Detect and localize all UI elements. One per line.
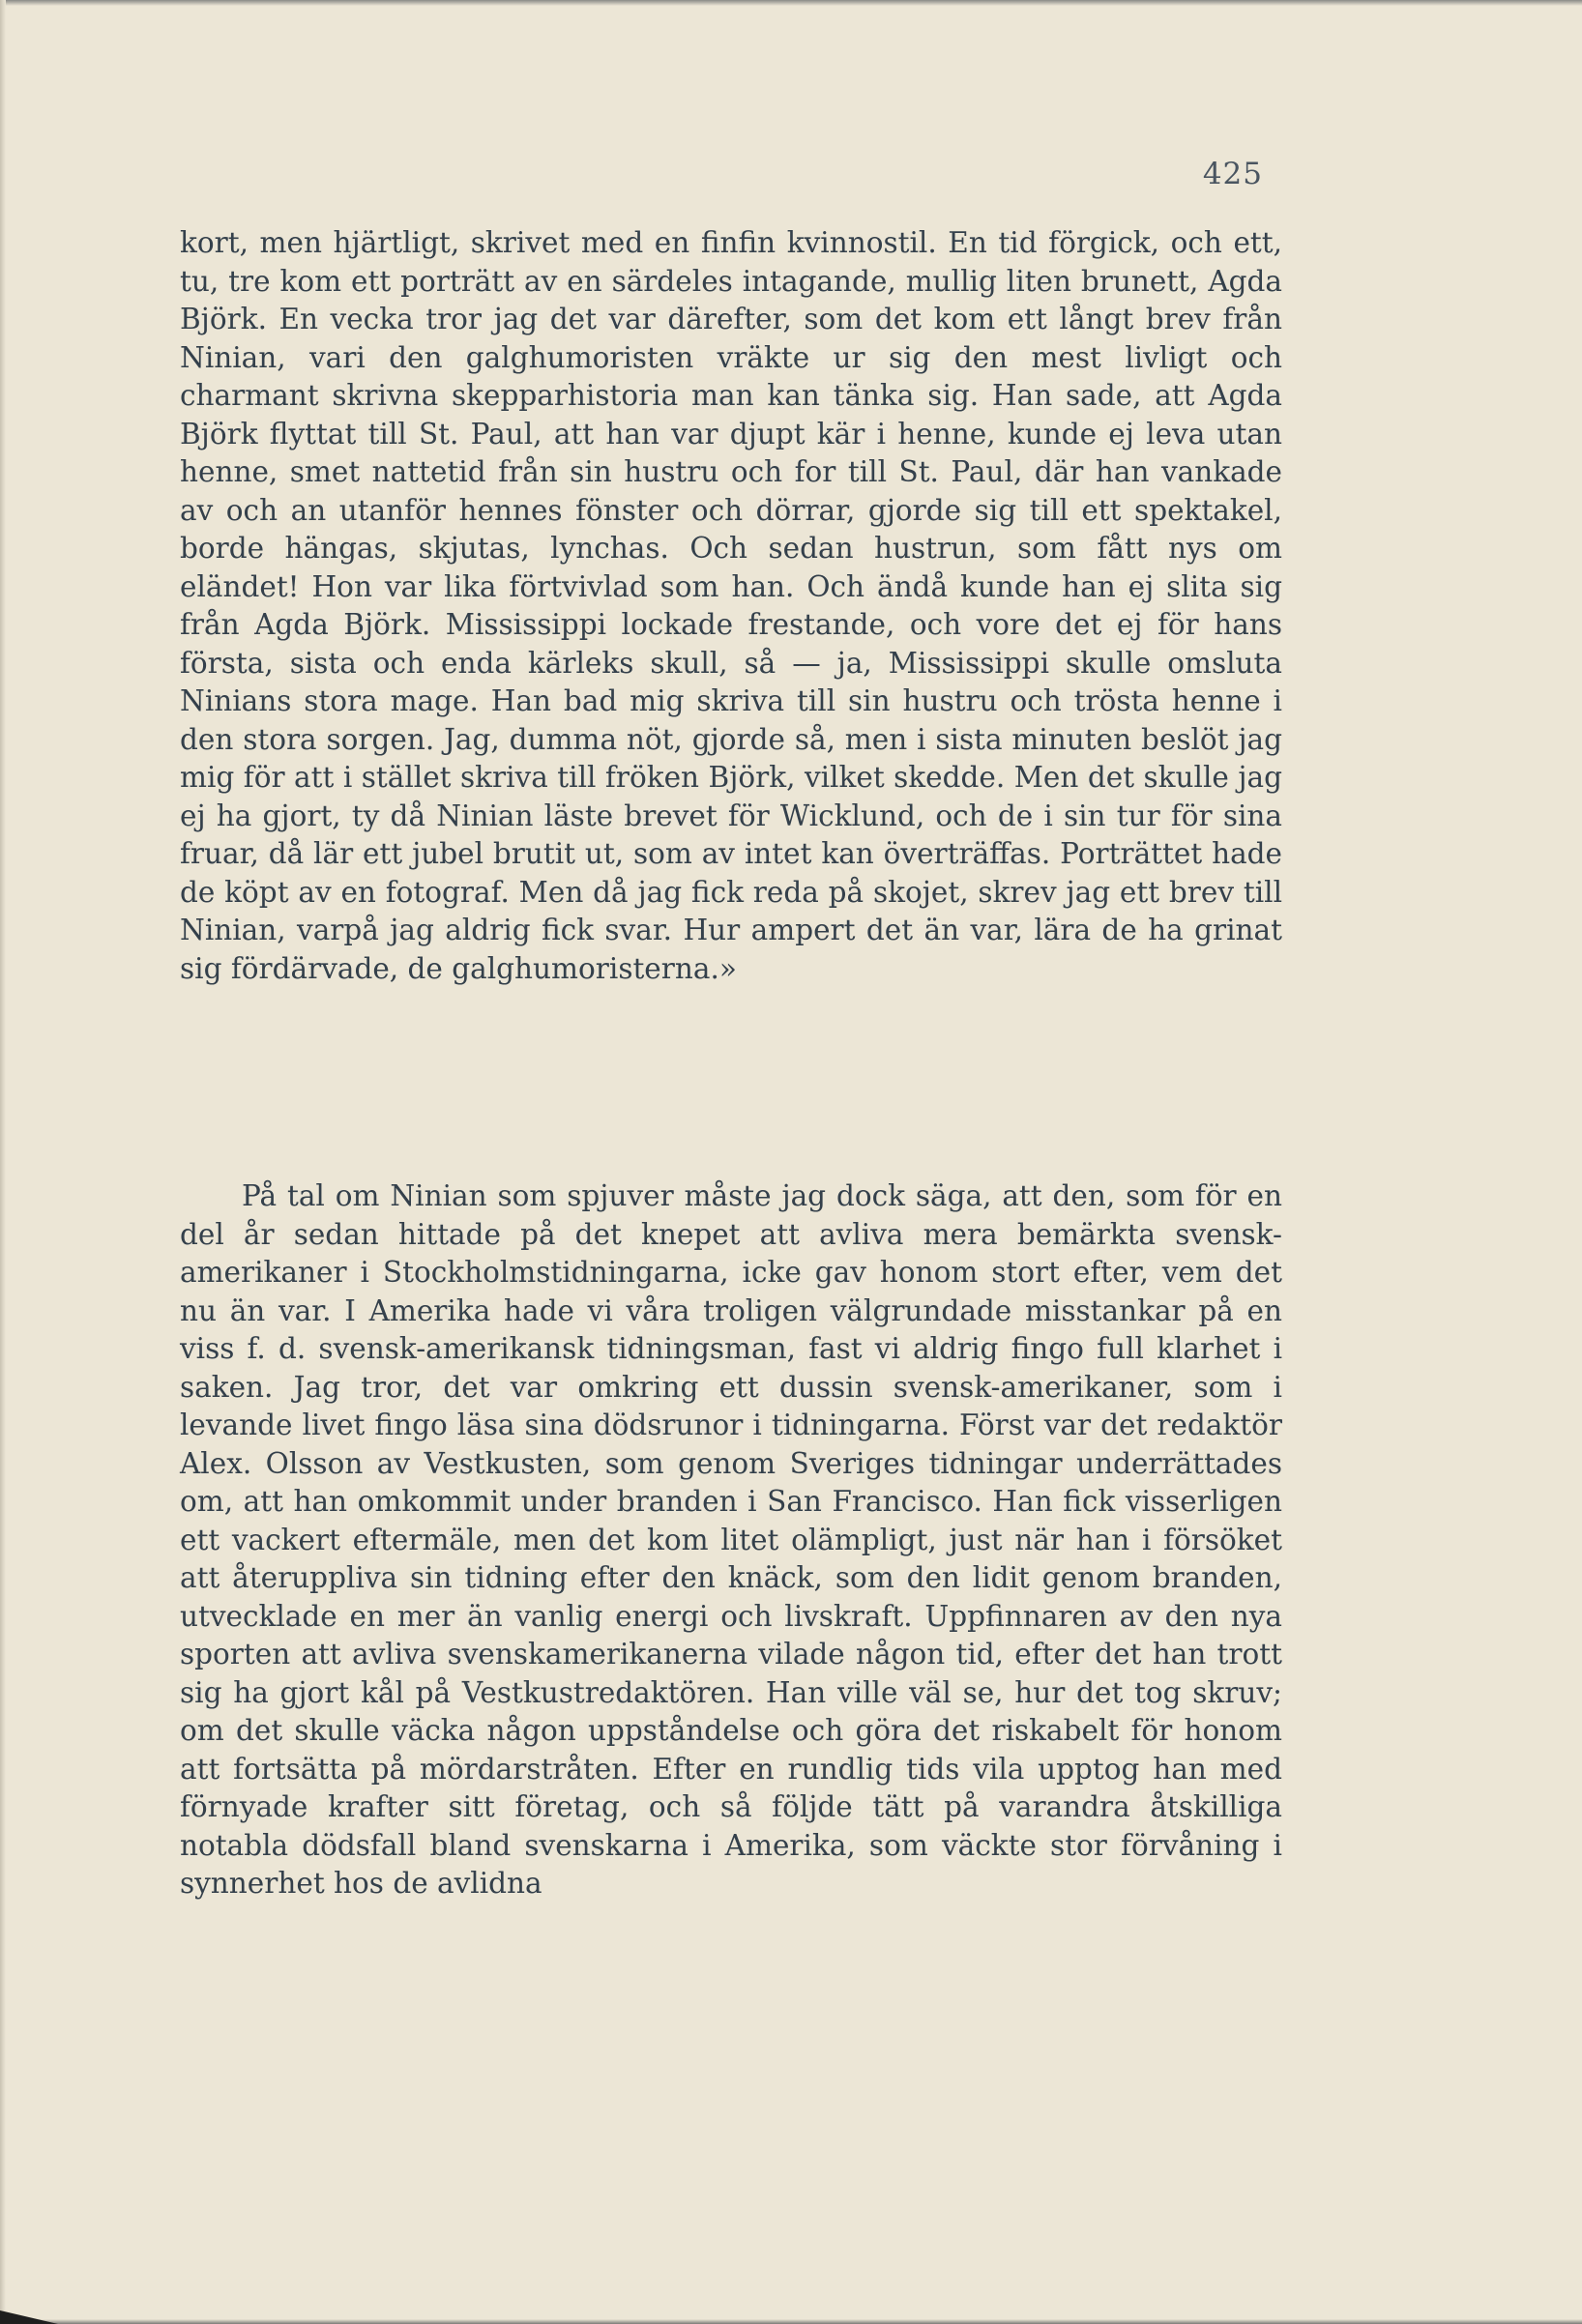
scan-edge-bottom — [0, 2319, 1582, 2324]
paragraph: På tal om Ninian som spjuver måste jag dock säga, att den, som för en del år sedan hittade på det knepet att avliva mera bemärkta svensk-amerikaner i Stockholmstidningarna, icke gav honom stort efter, vem det nu än var. I Amerika hade vi våra troligen välgrundade misstankar på en viss f. d. svensk-amerikansk tidningsman, fast vi aldrig fingo full klarhet i saken. Jag tror, det var omkring ett dussin svensk-amerikaner, som i levande livet fingo läsa sina dödsrunor i tidningarna. Först var det redaktör Alex. Olsson av Vestkusten, som genom Sveriges tidningar underrättades om, att han omkommit under branden i San Francisco. Han fick visserligen ett vackert eftermäle, men det kom litet olämpligt, just när han i försöket att återuppliva sin tidning efter den knäck, som den lidit genom branden, utvecklade en mer än vanlig energi och livskraft. Uppfinnaren av den nya sporten att avliva svenskamerikanerna vilade någon tid, efter det han trott sig ha gjort kål på Vestkustredaktören. Han ville väl se, hur det tog skruv; om det skulle väcka någon uppståndelse och göra det riskabelt för honom att fortsätta på mördarstråten. Efter en rundlig tids vila upptog han med förnyade krafter sitt företag, och så följde tätt på varandra åtskilliga notabla dödsfall bland svenskarna i Amerika, som väckte stor förvåning i synnerhet hos de avlidna — [180, 1179, 1282, 1900]
paragraph: kort, men hjärtligt, skrivet med en finfin kvinnostil. En tid förgick, och ett, tu, tre kom ett porträtt av en särdeles intagande, mullig liten brunett, Agda Björk. En vecka tror jag det var därefter, som det kom ett långt brev från Ninian, vari den galghumoristen vräkte ur sig den mest livligt och charmant skrivna skepparhistoria man kan tänka sig. Han sade, att Agda Björk flyttat till St. Paul, att han var djupt kär i henne, kunde ej leva utan henne, smet nattetid från sin hustru och for till St. Paul, där han vankade av och an utanför hennes fönster och dörrar, gjorde sig till ett spektakel, borde hängas, skjutas, lynchas. Och sedan hustrun, som fått nys om eländet! Hon var lika förtvivlad som han. Och ändå kunde han ej slita sig från Agda Björk. Mississippi lockade frestande, och vore det ej för hans första, sista och enda kärleks skull, så — ja, Mississippi skulle omsluta Ninians stora mage. Han bad mig skriva till sin hustru och trösta henne i den stora sorgen. Jag, dumma nöt, gjorde så, men i sista minuten beslöt jag mig för att i stället skriva till fröken Björk, vilket skedde. Men det skulle jag ej ha gjort, ty då Ninian läste brevet för Wicklund, och de i sin tur för sina fruar, då lär ett jubel brutit ut, som av intet kan överträffas. Porträttet hade de köpt av en fotograf. Men då jag fick reda på skojet, skrev jag ett brev till Ninian, varpå jag aldrig fick svar. Hur ampert det än var, lära de ha grinat sig fördärvade, de galghumoristerna.» — [180, 226, 1282, 985]
text-block-continued — [180, 224, 1282, 988]
scan-edge-left — [0, 0, 6, 2324]
page-number: 425 — [1202, 157, 1263, 191]
text-block-new-section — [180, 1177, 1282, 1903]
scan-edge-top — [0, 0, 1582, 6]
